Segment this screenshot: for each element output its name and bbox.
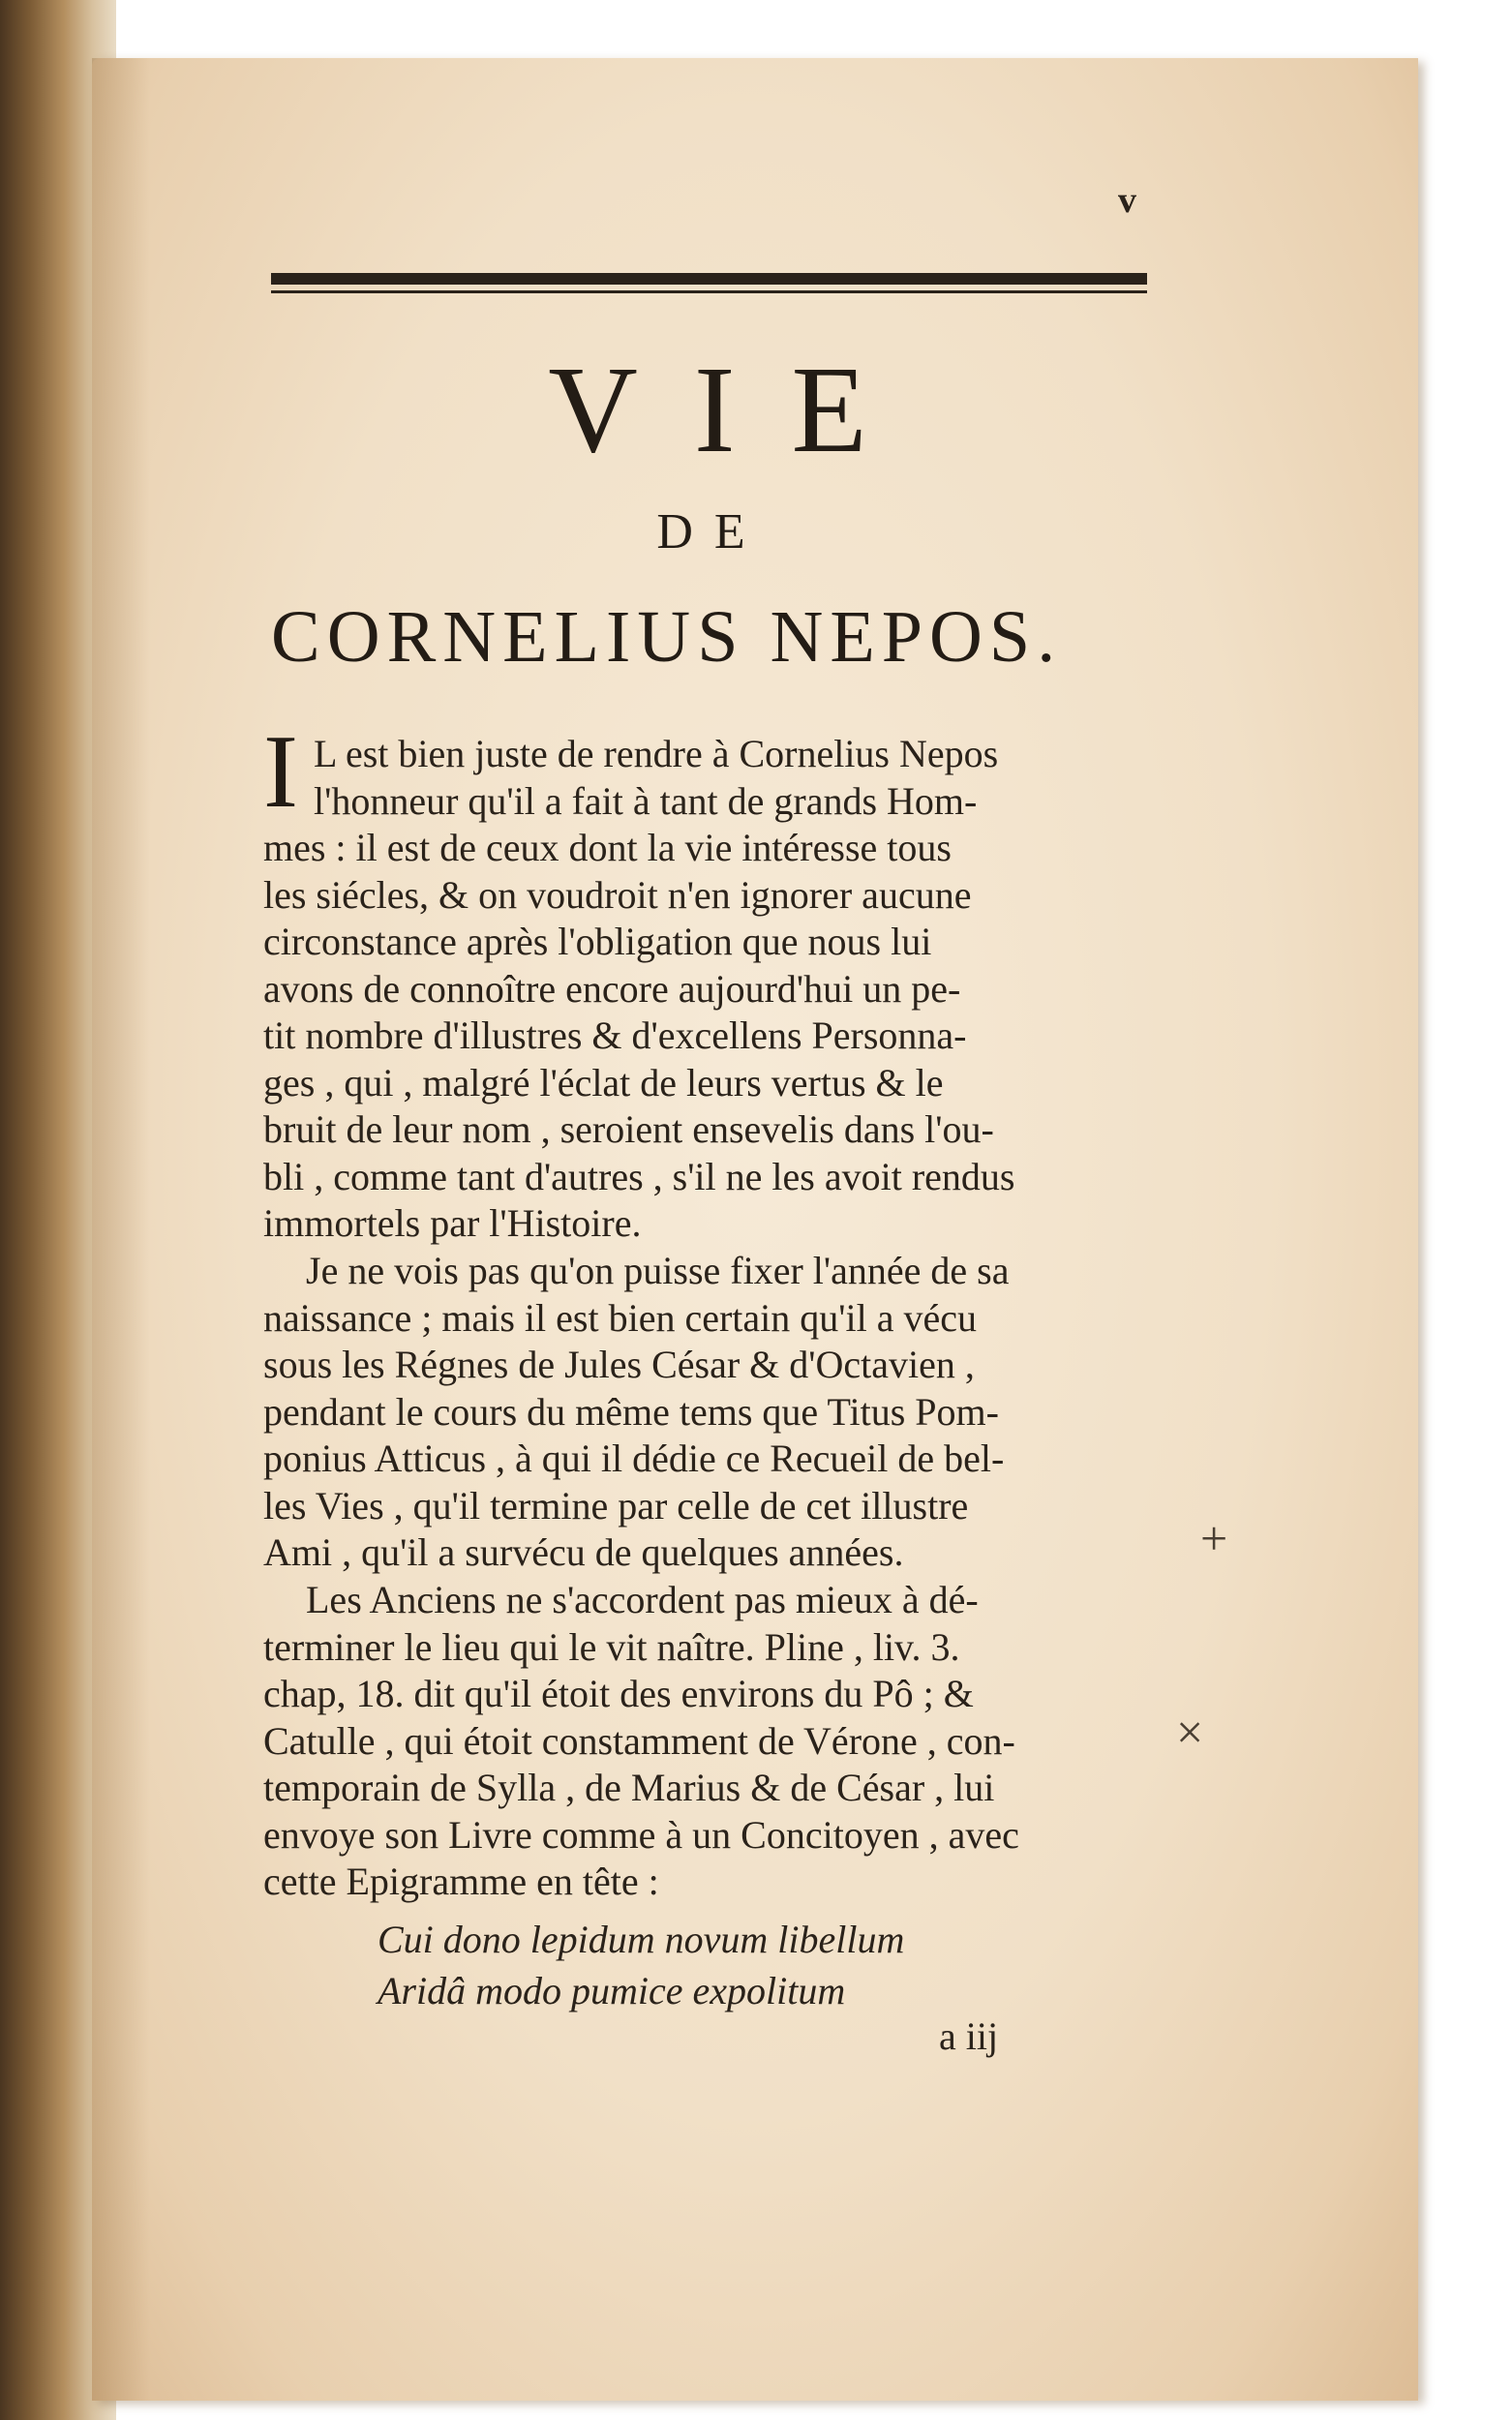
text-line: L est bien juste de rendre à Cornelius Nepos [314, 732, 999, 775]
text-line: circonstance après l'obligation que nous lui [263, 920, 932, 963]
text-line: Ami , qu'il a survécu de quelques années. [263, 1530, 904, 1574]
header-rule-thick [271, 273, 1147, 285]
verse-line: Aridâ modo pumice expolitum [378, 1969, 846, 2012]
text-line: Je ne vois pas qu'on puisse fixer l'année de sa [306, 1249, 1010, 1292]
text-line: chap, 18. dit qu'il étoit des environs du Pô ; & [263, 1672, 974, 1715]
text-line: sous les Régnes de Jules César & d'Octavien , [263, 1343, 975, 1386]
text-line: pendant le cours du même tems que Titus Pom- [263, 1389, 999, 1434]
verse-line: Cui dono lepidum novum libellum [378, 1918, 905, 1961]
text-line: terminer le lieu qui le vit naître. Pline , liv. 3. [263, 1624, 960, 1669]
text-line: Catulle , qui étoit constamment de Vérone , con- [263, 1718, 1015, 1763]
text-line: temporain de Sylla , de Marius & de César , lui [263, 1766, 995, 1809]
text-line: envoye son Livre comme à un Concitoyen , avec [263, 1812, 1019, 1857]
text-line: bruit de leur nom , seroient ensevelis dans l'ou- [263, 1107, 994, 1151]
text-line: cette Epigramme en tête : [263, 1860, 659, 1903]
title-main: VIE [548, 341, 923, 478]
drop-cap: I [263, 714, 298, 830]
text-line: naissance ; mais il est bien certain qu'il a vécu [263, 1295, 977, 1340]
text-line: avons de connoître encore aujourd'hui un pe- [263, 966, 961, 1011]
text-line: ges , qui , malgré l'éclat de leurs vertus & le [263, 1060, 944, 1104]
margin-x-mark: × [1176, 1705, 1204, 1759]
text-line: immortels par l'Histoire. [263, 1201, 642, 1245]
text-line: bli , comme tant d'autres , s'il ne les avoit rendus [263, 1154, 1015, 1198]
margin-cross-mark: + [1200, 1511, 1228, 1565]
text-line: l'honneur qu'il a fait à tant de grands Hom- [314, 778, 978, 823]
text-line: les siécles, & on voudroit n'en ignorer aucune [263, 872, 972, 917]
text-line: Les Anciens ne s'accordent pas mieux à dé- [306, 1578, 979, 1621]
title-name: CORNELIUS NEPOS. [271, 596, 1063, 678]
text-line: ponius Atticus , à qui il dédie ce Recueil de bel- [263, 1437, 1005, 1480]
text-line: tit nombre d'illustres & d'excellens Personna- [263, 1013, 967, 1057]
signature-mark: a iij [939, 2014, 999, 2058]
page-number: v [1118, 180, 1136, 221]
paragraph-2 [263, 1248, 1164, 1577]
title-de: DE [656, 504, 767, 560]
paragraph-3 [263, 1577, 1164, 1906]
paragraph-1 [263, 731, 1164, 1248]
text-line: mes : il est de ceux dont la vie intéresse tous [263, 826, 952, 869]
text-line: les Vies , qu'il termine par celle de cet illustre [263, 1483, 969, 1528]
header-rule-thin [271, 290, 1147, 293]
